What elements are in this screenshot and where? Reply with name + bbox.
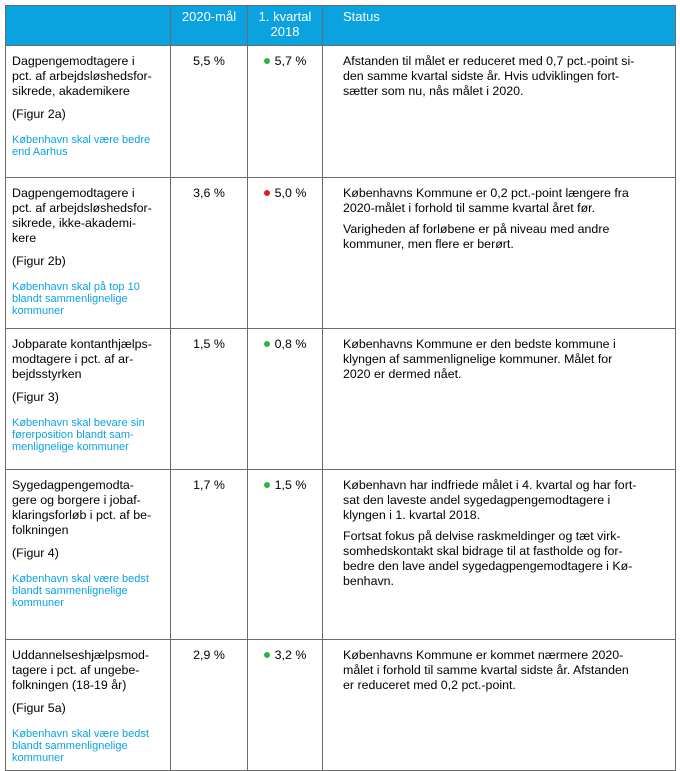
indicator-text: Uddannelseshjælpsmod- tagere i pct. af ungebe- folkningen (18-19 år) bbox=[12, 648, 150, 692]
status-dot-icon bbox=[264, 190, 270, 196]
indicator-text: Dagpengemodtagere i pct. af arbejdsløshedsfor- sikrede, akademikere bbox=[12, 54, 152, 98]
goal-text: København skal være bedre end Aarhus bbox=[12, 134, 151, 158]
quarter-value: 5,0 % bbox=[274, 186, 307, 200]
quarter-value: 5,7 % bbox=[274, 54, 307, 68]
indicator-cell bbox=[6, 178, 171, 329]
figure-reference: (Figur 5a) bbox=[12, 701, 66, 715]
header-quarter-line1: 1. kvartal bbox=[258, 9, 312, 24]
quarter-value-cell bbox=[248, 640, 323, 771]
indicator-cell bbox=[6, 470, 171, 640]
quarter-value-cell bbox=[248, 178, 323, 329]
figure-reference: (Figur 2b) bbox=[12, 254, 66, 268]
goal-text: København skal bevare sin førerposition blandt sam- menlignelige kommuner bbox=[12, 417, 145, 453]
status-table bbox=[5, 5, 676, 771]
status-cell bbox=[323, 329, 676, 470]
quarter-value: 3,2 % bbox=[274, 648, 307, 662]
table-row bbox=[6, 329, 676, 470]
indicator-text: Jobparate kontanthjælps- modtagere i pct. af ar- bejdsstyrken bbox=[12, 337, 152, 381]
status-paragraph: Københavns Kommune er 0,2 pct.-point længere fra 2020-målet i forhold til samme kvartal året før. bbox=[343, 186, 629, 215]
status-cell bbox=[323, 178, 676, 329]
header-status: Status bbox=[323, 6, 676, 46]
goal-2020-value: 1,7 % bbox=[171, 470, 248, 640]
goal-text: København skal på top 10 blandt sammenlignelige kommuner bbox=[12, 281, 140, 317]
status-paragraph: Varigheden af forløbene er på niveau med andre kommuner, men flere er berørt. bbox=[343, 222, 610, 251]
figure-reference: (Figur 3) bbox=[12, 390, 59, 404]
status-dot-icon bbox=[264, 58, 270, 64]
table-row bbox=[6, 640, 676, 771]
status-cell bbox=[323, 46, 676, 178]
table-row bbox=[6, 46, 676, 178]
status-cell bbox=[323, 640, 676, 771]
status-paragraph: Københavns Kommune er kommet nærmere 2020- målet i forhold til samme kvartal sidste år. Afstanden er reduceret med 0,2 pct.-point. bbox=[343, 648, 629, 692]
header-goal-2020: 2020-mål bbox=[171, 6, 248, 46]
indicator-cell bbox=[6, 640, 171, 771]
status-dot-icon bbox=[264, 482, 270, 488]
status-paragraph: Københavns Kommune er den bedste kommune i klyngen af sammenlignelige kommuner. Målet for 2020 er dermed nået. bbox=[343, 337, 616, 381]
table-row bbox=[6, 470, 676, 640]
header-quarter bbox=[248, 6, 323, 46]
table-row bbox=[6, 178, 676, 329]
figure-reference: (Figur 2a) bbox=[12, 107, 66, 121]
quarter-value-cell bbox=[248, 470, 323, 640]
header-quarter-line2: 2018 bbox=[270, 24, 300, 39]
quarter-value: 1,5 % bbox=[274, 478, 307, 492]
quarter-value: 0,8 % bbox=[274, 337, 307, 351]
header-row bbox=[6, 6, 676, 46]
status-paragraph: København har indfriede målet i 4. kvartal og har fort- sat den laveste andel sygedagpengemodtagere i klyngen i 1. kvartal 2018. bbox=[343, 478, 637, 522]
goal-2020-value: 5,5 % bbox=[171, 46, 248, 178]
indicator-cell bbox=[6, 329, 171, 470]
indicator-text: Dagpengemodtagere i pct. af arbejdsløshedsfor- sikrede, ikke-akademi- kere bbox=[12, 186, 152, 245]
status-cell bbox=[323, 470, 676, 640]
indicator-text: Sygedagpengemodta- gere og borgere i jobaf- klaringsforløb i pct. af be- folkningen bbox=[12, 478, 152, 537]
status-paragraph: Fortsat fokus på delvise raskmeldinger og tæt virk- somhedskontakt skal bidrage til at fastholde og for- bedre den lave andel sygedagpengemodtagere i Kø- benhavn. bbox=[343, 529, 633, 588]
quarter-value-cell bbox=[248, 46, 323, 178]
quarter-value-cell bbox=[248, 329, 323, 470]
figure-reference: (Figur 4) bbox=[12, 546, 59, 560]
goal-2020-value: 2,9 % bbox=[171, 640, 248, 771]
goal-text: København skal være bedst blandt sammenlignelige kommuner bbox=[12, 728, 149, 764]
goal-text: København skal være bedst blandt sammenlignelige kommuner bbox=[12, 573, 149, 609]
goal-2020-value: 1,5 % bbox=[171, 329, 248, 470]
status-dot-icon bbox=[264, 652, 270, 658]
goal-2020-value: 3,6 % bbox=[171, 178, 248, 329]
header-indicator bbox=[6, 6, 171, 46]
status-paragraph: Afstanden til målet er reduceret med 0,7 pct.-point si- den samme kvartal sidste år. Hvis udviklingen fort- sætter som nu, nås målet i 2020. bbox=[343, 54, 635, 98]
indicator-cell bbox=[6, 46, 171, 178]
status-dot-icon bbox=[264, 341, 270, 347]
